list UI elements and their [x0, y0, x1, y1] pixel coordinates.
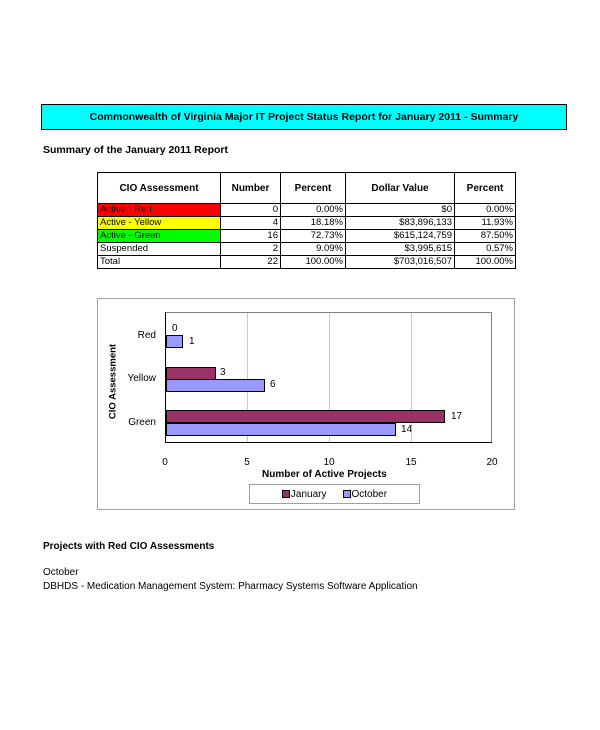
- row-number: 16: [221, 230, 281, 243]
- row-dollar-percent: 11.93%: [455, 217, 516, 230]
- bar-yellow-october: [166, 379, 265, 392]
- october-swatch-icon: [343, 490, 351, 498]
- row-dollar: $615,124,759: [346, 230, 455, 243]
- report-title: Commonwealth of Virginia Major IT Project Status Report for January 2011 - Summary: [89, 111, 519, 123]
- table-header-row: [98, 173, 516, 204]
- red-projects-heading: Projects with Red CIO Assessments: [43, 541, 215, 552]
- x-tick-15: 15: [405, 457, 417, 468]
- bar-label-red-october: 1: [189, 336, 195, 347]
- category-label-yellow: Yellow: [127, 373, 156, 384]
- row-number: 22: [221, 256, 281, 269]
- red-project-entry: DBHDS - Medication Management System: Pharmacy Systems Software Application: [43, 581, 418, 592]
- january-swatch-icon: [282, 490, 290, 498]
- x-tick-5: 5: [244, 457, 250, 468]
- table-row: [98, 243, 516, 256]
- table-row: [98, 230, 516, 243]
- row-label: Active - Green: [98, 230, 221, 243]
- row-dollar: $703,016,507: [346, 256, 455, 269]
- category-label-red: Red: [137, 330, 156, 341]
- row-dollar-percent: 87.50%: [455, 230, 516, 243]
- row-percent: 0.00%: [281, 204, 346, 217]
- category-label-green: Green: [128, 417, 156, 428]
- bar-green-january: [166, 410, 445, 423]
- x-tick-10: 10: [323, 457, 335, 468]
- col-dollar-value: Dollar Value: [346, 173, 455, 204]
- row-dollar: $83,896,133: [346, 217, 455, 230]
- col-percent: Percent: [281, 173, 346, 204]
- legend-label: October: [351, 488, 388, 500]
- red-projects-month: October: [43, 567, 79, 578]
- row-percent: 100.00%: [281, 256, 346, 269]
- col-cio-assessment: CIO Assessment: [98, 173, 221, 204]
- legend-item-october: [343, 489, 388, 500]
- row-dollar-percent: 0.57%: [455, 243, 516, 256]
- row-percent: 9.09%: [281, 243, 346, 256]
- row-label: Active - Yellow: [98, 217, 221, 230]
- row-dollar: $0: [346, 204, 455, 217]
- chart-x-axis-label: Number of Active Projects: [262, 469, 387, 480]
- row-number: 2: [221, 243, 281, 256]
- x-tick-0: 0: [162, 457, 168, 468]
- row-percent: 18.18%: [281, 217, 346, 230]
- row-number: 0: [221, 204, 281, 217]
- bar-label-red-january: 0: [172, 323, 178, 334]
- row-dollar-percent: 100.00%: [455, 256, 516, 269]
- row-dollar-percent: 0.00%: [455, 204, 516, 217]
- chart-y-axis-label: CIO Assessment: [107, 343, 119, 420]
- row-label: Suspended: [98, 243, 221, 256]
- row-label: Active - Red: [98, 204, 221, 217]
- chart-legend: [249, 484, 420, 504]
- chart-plot-area: [165, 312, 492, 443]
- bar-label-yellow-january: 3: [220, 367, 226, 378]
- bar-red-october: [166, 335, 183, 348]
- row-dollar: $3,995,615: [346, 243, 455, 256]
- bar-label-yellow-october: 6: [270, 379, 276, 390]
- bar-label-green-january: 17: [451, 411, 463, 422]
- row-number: 4: [221, 217, 281, 230]
- row-label: Total: [98, 256, 221, 269]
- bar-green-october: [166, 423, 396, 436]
- report-banner: [41, 104, 567, 130]
- summary-table: [97, 172, 516, 269]
- table-row: [98, 217, 516, 230]
- legend-label: January: [290, 488, 327, 500]
- table-row: [98, 204, 516, 217]
- bar-label-green-october: 14: [401, 424, 413, 435]
- col-dollar-percent: Percent: [455, 173, 516, 204]
- legend-item-january: [282, 489, 327, 500]
- table-row-total: [98, 256, 516, 269]
- x-tick-20: 20: [486, 457, 498, 468]
- summary-subtitle: Summary of the January 2011 Report: [43, 144, 228, 156]
- col-number: Number: [221, 173, 281, 204]
- row-percent: 72.73%: [281, 230, 346, 243]
